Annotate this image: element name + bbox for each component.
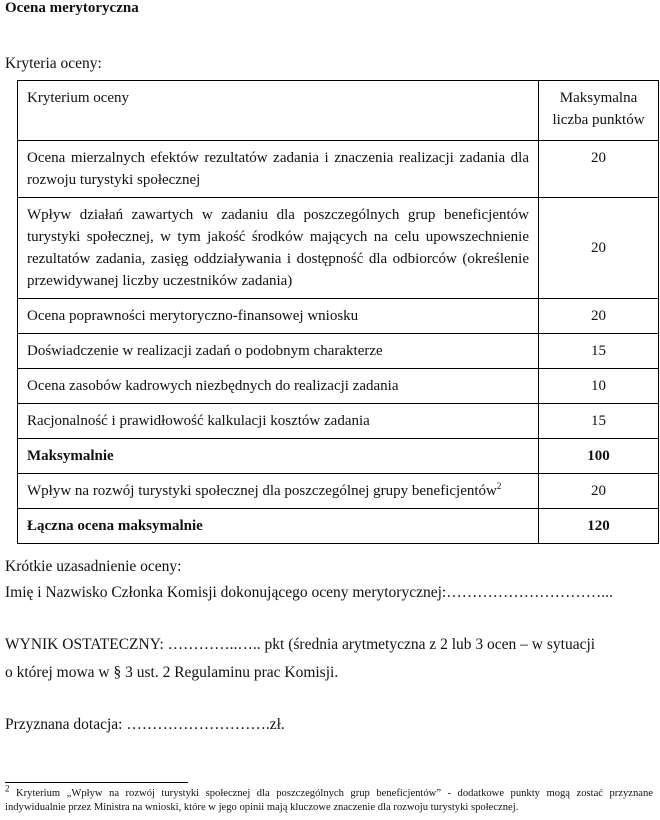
criterion-cell: Wpływ działań zawartych w zadaniu dla poszczególnych grup beneficjentów turystyki społecznej, w tym jakość środków mających na celu upowszechnienie rezultatów zadania, zasięg oddziaływania i dostępność dla odbiorców (określenie przewidywanej liczby uczestników zadania) (18, 198, 539, 299)
points-cell: 100 (539, 439, 659, 474)
points-cell: 120 (539, 509, 659, 544)
points-cell: 10 (539, 369, 659, 404)
footnote (5, 783, 653, 815)
table-row (18, 198, 659, 299)
table-header-row (18, 81, 659, 141)
criterion-cell (18, 474, 539, 509)
points-cell: 20 (539, 141, 659, 198)
grant-line: Przyznana dotacja: ……………………….zł. (5, 716, 285, 733)
criterion-text: Wpływ na rozwój turystyki społecznej dla poszczególnej grupy beneficjentów (27, 483, 497, 499)
final-result-line-1: WYNIK OSTATECZNY: …………..….. pkt (średnia arytmetyczna z 2 lub 3 ocen – w sytuacji (5, 636, 596, 653)
points-cell: 15 (539, 404, 659, 439)
footnote-ref: 2 (496, 481, 502, 491)
section-heading: Ocena merytoryczna (5, 0, 139, 16)
criterion-cell: Ocena zasobów kadrowych niezbędnych do realizacji zadania (18, 369, 539, 404)
table-row (18, 141, 659, 198)
table-row-subtotal (18, 439, 659, 474)
points-cell: 15 (539, 334, 659, 369)
criteria-label: Kryteria oceny: (5, 55, 102, 72)
table-row (18, 404, 659, 439)
member-line: Imię i Nazwisko Członka Komisji dokonującego oceny merytorycznej:…………………………... (5, 584, 613, 601)
criterion-cell: Ocena mierzalnych efektów rezultatów zadania i znaczenia realizacji zadania dla rozwoju turystyki społecznej (18, 141, 539, 198)
final-result-line-2: o której mowa w § 3 ust. 2 Regulaminu prac Komisji. (5, 664, 339, 681)
footnote-number: 2 (5, 783, 10, 794)
criterion-cell: Maksymalnie (18, 439, 539, 474)
table-row (18, 334, 659, 369)
table-row (18, 369, 659, 404)
criterion-cell: Ocena poprawności merytoryczno-finansowej wniosku (18, 299, 539, 334)
criterion-cell: Doświadczenie w realizacji zadań o podobnym charakterze (18, 334, 539, 369)
table-row (18, 474, 659, 509)
justification-label: Krótkie uzasadnienie oceny: (5, 558, 182, 575)
table-row-total (18, 509, 659, 544)
points-cell: 20 (539, 198, 659, 299)
criterion-cell: Łączna ocena maksymalnie (18, 509, 539, 544)
criterion-cell: Racjonalność i prawidłowość kalkulacji kosztów zadania (18, 404, 539, 439)
footnote-text: Kryterium „Wpływ na rozwój turystyki społecznej dla poszczególnych grup beneficjentów” - dodatkowe punkty mogą zostać przyznane indywidualnie przez Ministra na wnioski, które w jego opinii mają kluczowe znaczenie dla rozwoju turystyki społecznej. (5, 788, 653, 813)
header-criterion: Kryterium oceny (18, 81, 539, 141)
points-cell: 20 (539, 474, 659, 509)
footnote-separator (5, 782, 188, 783)
table-row (18, 299, 659, 334)
header-points: Maksymalna liczba punktów (539, 81, 659, 141)
criteria-table (17, 80, 659, 544)
points-cell: 20 (539, 299, 659, 334)
